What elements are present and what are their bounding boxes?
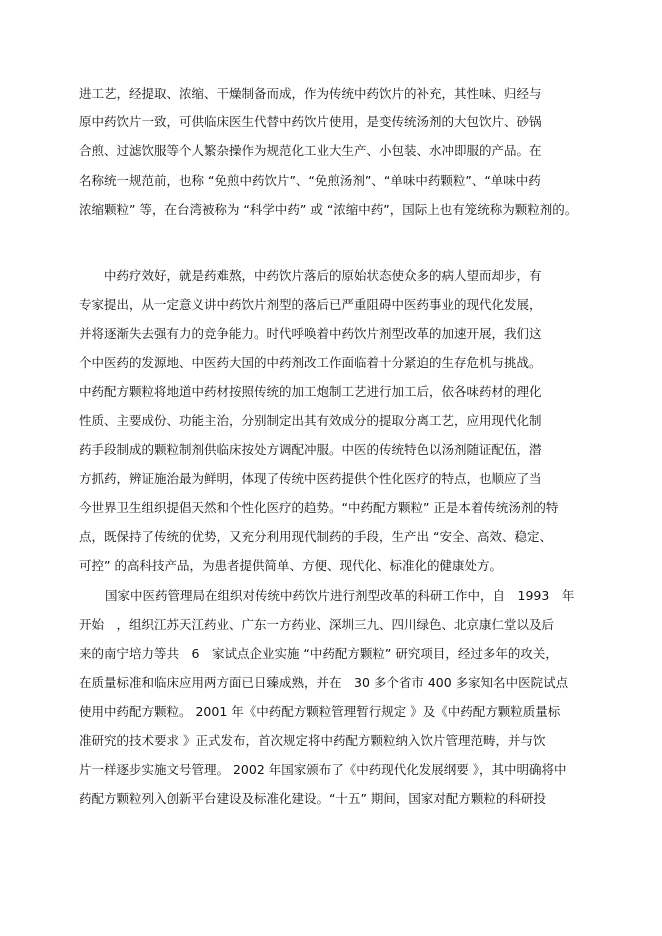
text-line: 进工艺，经提取、浓缩、干燥制备而成，作为传统中药饮片的补充，其性味、归经与 bbox=[79, 86, 542, 101]
text-line: 在质量标准和临床应用两方面已日臻成熟，并在 30 多个省市 400 多家知名中医院试点 bbox=[79, 675, 569, 690]
text-line: 原中药饮片一致，可供临床医生代替中药饮片使用，是变传统汤剂的大包饮片、砂锅 bbox=[79, 114, 542, 129]
text-line: 点，既保持了传统的优势，又充分利用现代制药的手段，生产出 “安全、高效、稳定、 bbox=[79, 529, 552, 544]
text-line: 准研究的技术要求 》正式发布，首次规定将中药配方颗粒纳入饮片管理范畴，并与饮 bbox=[79, 733, 546, 748]
text-line: 开始 ，组织江苏天江药业、广东一方药业、深圳三九、四川绿色、北京康仁堂以及后 bbox=[79, 617, 555, 632]
text-line: 浓缩颗粒” 等，在台湾被称为 “科学中药” 或 “浓缩中药”，国际上也有笼统称为颗粒剂的。 bbox=[79, 202, 578, 217]
text-line: 性质、主要成份、功能主治，分别制定出其有效成分的提取分离工艺，应用现代化制 bbox=[79, 413, 542, 428]
text-line: 中药疗效好，就是药难熬，中药饮片落后的原始状态使众多的病人望而却步，有 bbox=[104, 268, 542, 283]
text-line: 国家中医药管理局在组织对传统中药饮片进行剂型改革的科研工作中，自 1993 年 bbox=[105, 588, 575, 603]
text-line: 并将逐渐失去强有力的竞争能力。时代呼唤着中药饮片剂型改革的加速开展，我们这 bbox=[79, 326, 542, 341]
text-line: 片一样逐步实施文号管理。 2002 年国家颁布了《中药现代化发展纲要 》，其中明确将中 bbox=[79, 762, 567, 777]
text-line: 名称统一规范前，也称 “免煎中药饮片”、“免煎汤剂”、“单味中药颗粒”、“单味中药 bbox=[79, 173, 541, 188]
text-line: 药手段制成的颗粒制剂供临床按处方调配冲服。中医的传统特色以汤剂随证配伍，潜 bbox=[79, 442, 542, 457]
text-line: 使用中药配方颗粒。 2001 年《中药配方颗粒管理暂行规定 》及《中药配方颗粒质量标 bbox=[79, 704, 561, 719]
text-line: 方抓药，辨证施治最为鲜明，体现了传统中医药提供个性化医疗的特点，也顺应了当 bbox=[79, 471, 542, 486]
text-line: 中药配方颗粒将地道中药材按照传统的加工炮制工艺进行加工后，依各味药材的理化 bbox=[79, 384, 542, 399]
text-line: 药配方颗粒列入创新平台建设及标准化建设。“十五” 期间，国家对配方颗粒的科研投 bbox=[79, 791, 546, 806]
text-line: 今世界卫生组织提倡天然和个性化医疗的趋势。“中药配方颗粒” 正是本着传统汤剂的特 bbox=[79, 500, 559, 515]
text-line: 专家提出，从一定意义讲中药饮片剂型的落后已严重阻碍中医药事业的现代化发展， bbox=[79, 297, 542, 312]
text-line: 个中医药的发源地、中医药大国的中药剂改工作面临着十分紧迫的生存危机与挑战。 bbox=[79, 355, 542, 370]
text-line: 合煎、过滤饮服等个人繁杂操作为规范化工业大生产、小包装、水冲即服的产品。在 bbox=[79, 143, 542, 158]
text-line: 可控” 的高科技产品，为患者提供简单、方便、现代化、标准化的健康处方。 bbox=[79, 558, 502, 573]
text-line: 来的南宁培力等共 6 家试点企业实施 “中药配方颗粒” 研究项目，经过多年的攻关， bbox=[79, 646, 558, 661]
